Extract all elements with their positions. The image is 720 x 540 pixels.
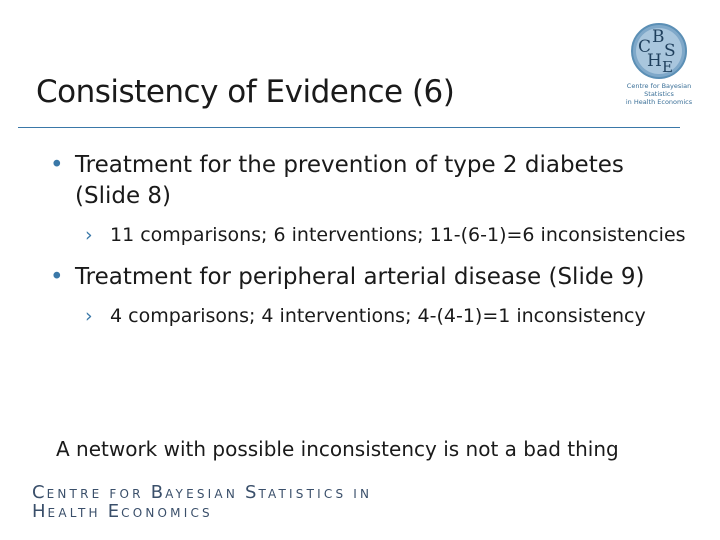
footer-text: EALTH <box>47 506 108 520</box>
logo-caption-line1: Centre for Bayesian Statistics <box>626 82 692 98</box>
sub-bullet-text: 11 comparisons; 6 interventions; 11-(6-1)=6 inconsistencies <box>110 224 686 246</box>
bullet-text: Treatment for peripheral arterial disease (Slide 9) <box>75 264 645 290</box>
footer-cap: B <box>150 482 166 503</box>
chbse-logo <box>630 22 688 80</box>
footer-cap: S <box>245 482 259 503</box>
footer-text: TATISTICS IN <box>258 487 373 501</box>
footer-cap: C <box>32 482 47 503</box>
footer-text: ENTRE FOR <box>46 487 151 501</box>
footer-line1 <box>32 484 372 503</box>
footer-line2 <box>32 503 372 522</box>
bullet-dot-icon: • <box>50 152 64 178</box>
footer-cap: H <box>32 501 48 522</box>
bullet-text: Treatment for the prevention of type 2 diabetes (Slide 8) <box>75 152 624 209</box>
slide-title: Consistency of Evidence (6) <box>36 74 455 110</box>
chevron-right-icon: › <box>85 305 93 327</box>
chevron-right-icon: › <box>85 224 93 246</box>
sub-bullet-item <box>85 223 690 248</box>
logo-letter-b: B <box>652 27 665 47</box>
logo-letter-s: S <box>664 41 676 61</box>
sub-bullet-item <box>85 304 690 329</box>
logo-letter-e: E <box>662 58 673 76</box>
logo-letter-c: C <box>638 37 652 57</box>
footer-cap: E <box>107 501 122 522</box>
slide-content <box>50 150 690 329</box>
footer-text: CONOMICS <box>121 506 213 520</box>
logo-caption-line2: in Health Economics <box>625 98 693 106</box>
title-divider <box>18 127 680 128</box>
sub-bullet-text: 4 comparisons; 4 interventions; 4-(4-1)=1 inconsistency <box>110 305 646 327</box>
slide-note: A network with possible inconsistency is not a bad thing <box>56 437 619 461</box>
footer-text: AYESIAN <box>165 487 246 501</box>
bullet-dot-icon: • <box>50 264 64 290</box>
footer-wordmark <box>32 484 372 522</box>
bullet-item <box>50 150 690 212</box>
bullet-item <box>50 262 690 293</box>
logo-caption <box>614 82 704 106</box>
logo-letter-h: H <box>647 51 662 71</box>
